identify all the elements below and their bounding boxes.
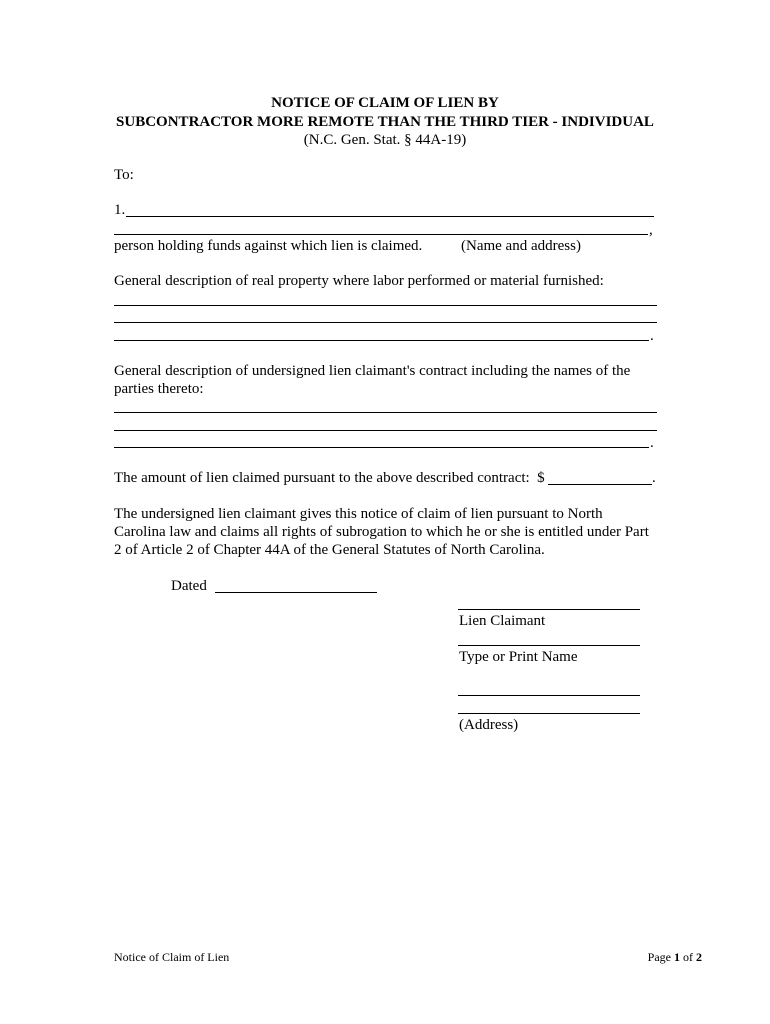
amount-line[interactable] bbox=[548, 484, 652, 485]
print-name-line[interactable] bbox=[458, 645, 640, 646]
page-of: of bbox=[680, 950, 696, 964]
address-line-2[interactable] bbox=[458, 713, 640, 714]
contract-line-3[interactable] bbox=[114, 447, 649, 448]
page-current: 1 bbox=[674, 950, 680, 964]
amount-period: . bbox=[652, 470, 656, 486]
property-line-1[interactable] bbox=[114, 305, 657, 306]
property-line-3[interactable] bbox=[114, 340, 649, 341]
contract-description-label-2: parties thereto: bbox=[114, 381, 204, 397]
title-line-1: NOTICE OF CLAIM OF LIEN BY bbox=[271, 95, 499, 111]
dated-label: Dated bbox=[171, 578, 207, 594]
page-total: 2 bbox=[696, 950, 702, 964]
lien-claimant-signature-line[interactable] bbox=[458, 609, 640, 610]
contract-line-1[interactable] bbox=[114, 412, 657, 413]
statement-line-2: Carolina law and claims all rights of subrogation to which he or she is entitled under Part bbox=[114, 524, 649, 540]
lien-claimant-label: Lien Claimant bbox=[459, 613, 546, 629]
contract-line-2[interactable] bbox=[114, 430, 657, 431]
footer-document-name: Notice of Claim of Lien bbox=[114, 950, 230, 964]
person-holding-funds-label: person holding funds against which lien is claimed. bbox=[114, 238, 423, 254]
amount-label: The amount of lien claimed pursuant to the above described contract: $ bbox=[114, 470, 545, 486]
statement-line-3: 2 of Article 2 of Chapter 44A of the General Statutes of North Carolina. bbox=[114, 542, 545, 558]
name-address-label: (Name and address) bbox=[461, 238, 581, 254]
recipient-line-2[interactable] bbox=[114, 234, 648, 235]
dated-line[interactable] bbox=[215, 592, 377, 593]
property-line-2[interactable] bbox=[114, 322, 657, 323]
recipient-comma: , bbox=[649, 222, 653, 238]
address-line-1[interactable] bbox=[458, 695, 640, 696]
item-number: 1. bbox=[114, 202, 126, 218]
to-label: To: bbox=[114, 167, 134, 183]
page-prefix: Page bbox=[647, 950, 674, 964]
recipient-line-1[interactable] bbox=[126, 216, 654, 217]
contract-period: . bbox=[650, 435, 654, 451]
print-name-label: Type or Print Name bbox=[459, 649, 578, 665]
property-description-label: General description of real property where labor performed or material furnished: bbox=[114, 273, 604, 289]
property-period: . bbox=[650, 328, 654, 344]
contract-description-label-1: General description of undersigned lien claimant's contract including the names of the bbox=[114, 363, 631, 379]
title-line-2: SUBCONTRACTOR MORE REMOTE THAN THE THIRD TIER - INDIVIDUAL bbox=[116, 114, 654, 130]
statement-line-1: The undersigned lien claimant gives this notice of claim of lien pursuant to North bbox=[114, 506, 603, 522]
statute-reference: (N.C. Gen. Stat. § 44A-19) bbox=[303, 132, 467, 148]
address-label: (Address) bbox=[459, 717, 519, 733]
footer-page-number bbox=[648, 948, 702, 966]
